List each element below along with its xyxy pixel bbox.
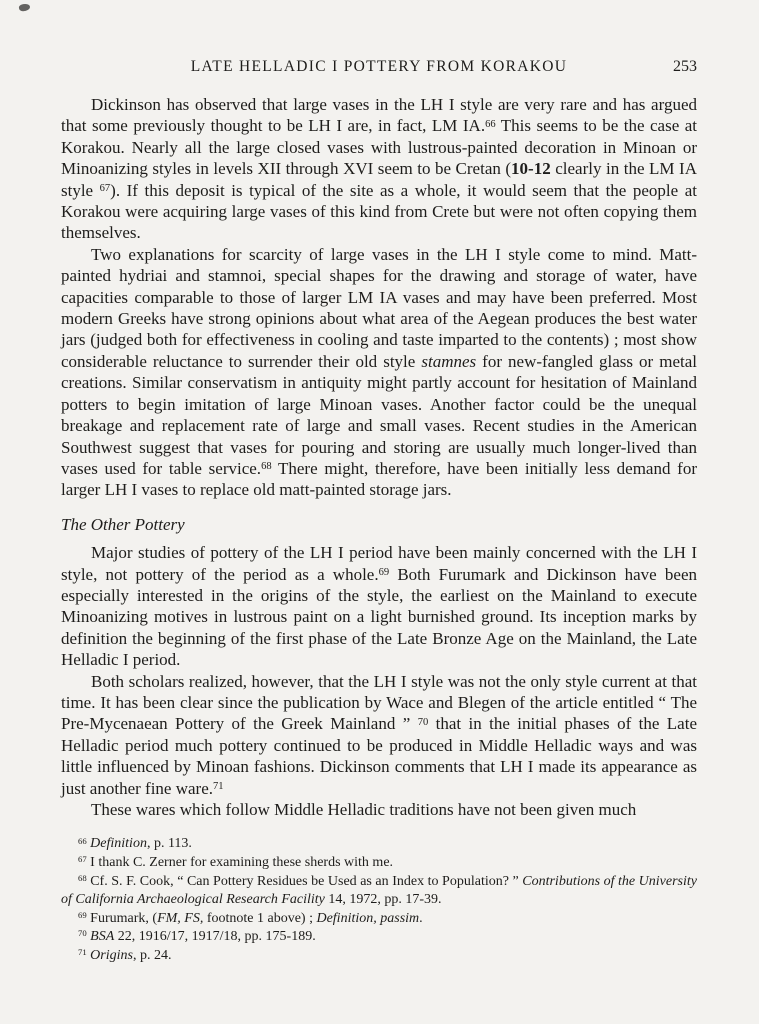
text-run: Cf. S. F. Cook, “ Can Pottery Residues be Used as an Index to Population? ” [86, 873, 523, 889]
footnote [61, 835, 697, 854]
footnote-ref: 66 [485, 118, 496, 130]
footnote-number: 68 [78, 872, 87, 883]
footnote [61, 910, 697, 929]
text-run: for new-fangled glass or metal creations. Similar conservatism in antiquity might partly account for hesitation of Mainland potters to begin imitation of large Minoan vases. Another factor could be the unequal breakage and replacement rate of large and small vases. Recent studies in the American Southwest suggest that vases for pouring and storing are usually much longer-lived than vases used for table service. [61, 351, 697, 478]
section-heading [61, 514, 697, 535]
footnote-ref: 68 [261, 461, 272, 473]
text-run: Two explanations for scarcity of large vases in the LH I style come to mind. Matt-painted hydriai and stamnoi, special shapes for the drawing and storage of water, have capacities comparable to those of larger LM IA vases and may have been preferred. Most modern Greeks have strong opinions about what area of the Aegean produces the best water jars (judged both for effectiveness in cooling and taste imparted to the contents) ; most show considerable reluctance to surrender their old style [61, 244, 697, 371]
text-run: Both scholars realized, however, that the LH I style was not the only style current at that time. It has been clear since the publication by Wace and Blegen of the article entitled “ The Pre-Mycenaean Pottery of the Greek Mainland ” [61, 671, 697, 734]
text-run: 22, 1916/17, 1917/18, pp. 175-189. [114, 929, 316, 945]
text-run: 14, 1972, pp. 17-39. [324, 892, 442, 908]
text-run: , p. 24. [132, 947, 172, 963]
footnote [61, 928, 697, 947]
text-run: Both Furumark and Dickinson have been especially interested in the origins of the style, the earliest on the Mainland to execute Minoanizing motives in lustrous paint on a light burnished ground. Its inception marks by definition the beginning of the first phase of the Late Bronze Age on the Mainland, the Late Helladic I period. [61, 564, 697, 670]
footnote [61, 873, 697, 910]
text-run: stamnes [421, 351, 477, 371]
paragraph [61, 244, 697, 501]
paragraph [61, 799, 697, 820]
text-run: Origins [90, 947, 133, 963]
footnotes [61, 835, 697, 965]
text-run: Furumark, ( [86, 910, 158, 926]
text-run: Dickinson has observed that large vases in the LH I style are very rare and has argued that some previously thought to be LH I are, in fact, LM IA. [61, 95, 697, 136]
footnote-ref: 70 [417, 716, 429, 728]
running-title: LATE HELLADIC I POTTERY FROM KORAKOU [190, 58, 568, 75]
paragraph [61, 671, 697, 799]
page-content [61, 56, 697, 966]
text-run: This seems to be the case at Korakou. Nearly all the large closed vases with lustrous-painted decoration in Minoan or Minoanizing styles in levels XII through XVI seem to be Cretan ( [61, 116, 697, 179]
text-run: FM, FS, [157, 910, 204, 926]
text-run: The Other Pottery [61, 514, 185, 534]
footnote-ref: 67 [99, 182, 111, 194]
text-run: that in the initial phases of the Late Helladic period much pottery continued to be produced in Middle Helladic ways and was little influenced by Minoan fashions. Dickinson comments that LH I made its appearance as just another fine ware. [61, 714, 697, 798]
footnote-ref: 69 [378, 566, 390, 578]
page-number: 253 [673, 58, 697, 75]
text-run: Contributions of the University of California Archaeological Research Facility [61, 873, 697, 908]
scan-artifact [18, 3, 30, 12]
text-run: Definition, passim [316, 910, 420, 926]
footnote-ref: 71 [213, 780, 224, 792]
text-run: There might, therefore, have been initially less demand for larger LH I vases to replace old matt-painted storage jars. [61, 458, 697, 500]
text-run: . [419, 910, 423, 926]
footnote-number: 71 [78, 947, 87, 958]
paragraph [61, 94, 697, 244]
footnote-number: 70 [78, 928, 87, 939]
footnote-number: 67 [78, 854, 87, 865]
text-run: Definition [90, 836, 147, 852]
body-text [61, 94, 697, 820]
text-run: 10-12 [511, 159, 551, 179]
footnote [61, 947, 697, 966]
text-run: footnote 1 above) ; [203, 910, 317, 926]
text-run: I thank C. Zerner for examining these sherds with me. [86, 855, 394, 870]
text-run: BSA [90, 929, 115, 945]
footnote-number: 66 [78, 835, 87, 846]
text-run: These wares which follow Middle Helladic traditions have not been given much [91, 800, 637, 819]
page-header [61, 56, 697, 78]
text-run: Major studies of pottery of the LH I period have been mainly concerned with the LH I style, not pottery of the period as a whole. [61, 543, 697, 584]
text-run: ). If this deposit is typical of the site as a whole, it would seem that the people at Korakou were acquiring large vases of this kind from Crete but were not often copying them themselves. [61, 180, 697, 243]
paragraph [61, 542, 697, 670]
text-run: clearly in the LM IA style [61, 159, 697, 200]
footnote-number: 69 [78, 909, 87, 920]
footnote [61, 854, 697, 873]
text-run: , p. 113. [146, 836, 192, 852]
